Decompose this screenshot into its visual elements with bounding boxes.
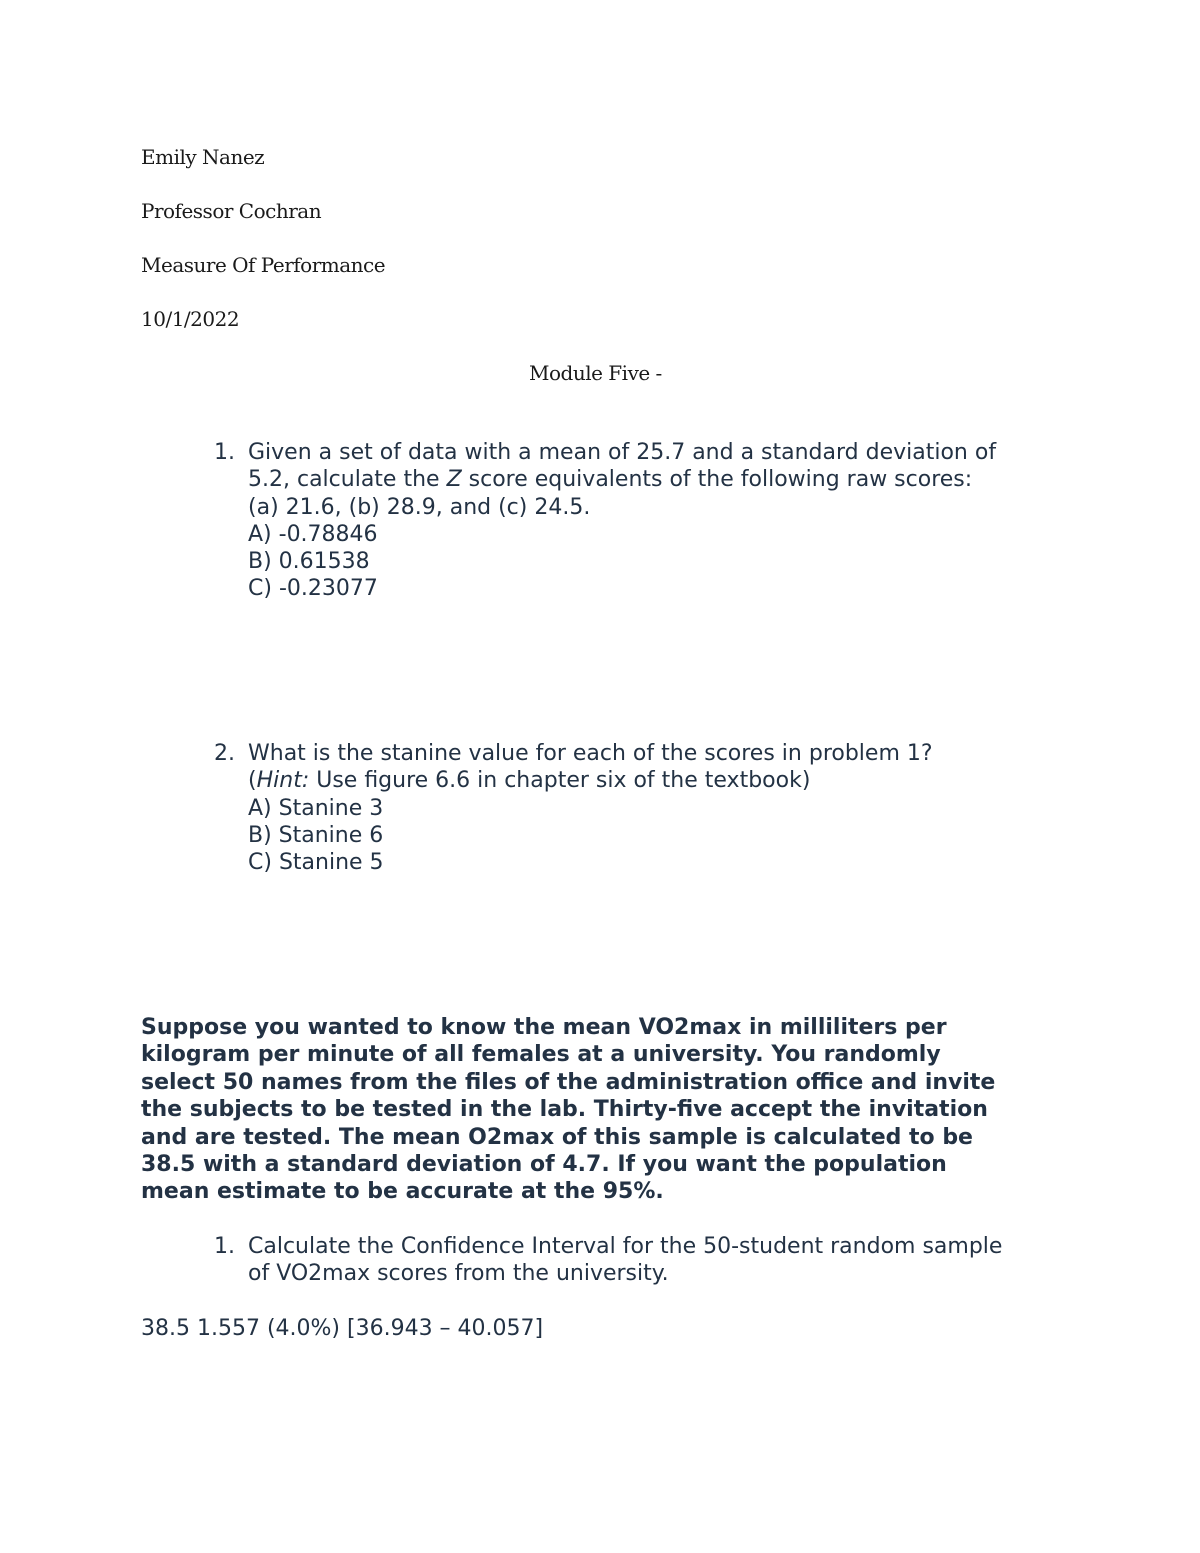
scenario-line: and are tested. The mean O2max of this sample is calculated to be: [141, 1124, 973, 1150]
question-2-number: 2.: [214, 741, 235, 766]
student-name: Emily Nanez: [141, 145, 265, 169]
question-1-answer-b: B) 0.61538: [248, 549, 370, 575]
scenario-line: 38.5 with a standard deviation of 4.7. If you want the population: [141, 1152, 947, 1178]
question-1-line-3: (a) 21.6, (b) 28.9, and (c) 24.5.: [248, 494, 591, 520]
question-3: [214, 1233, 1002, 1288]
question-1-line-1: Given a set of data with a mean of 25.7 and a standard deviation of: [248, 440, 997, 465]
question-3-line-1: Calculate the Confidence Interval for the 50-student random sample: [248, 1234, 1003, 1259]
scenario-line: kilogram per minute of all females at a university. You randomly: [141, 1042, 941, 1068]
question-3-line-2: of VO2max scores from the university.: [248, 1261, 669, 1287]
scenario-line: mean estimate to be accurate at the 95%.: [141, 1179, 664, 1205]
z-variable: Z: [446, 467, 462, 493]
question-1-line-2: 5.2, calculate the Z score equivalents of the following raw scores:: [248, 467, 973, 493]
question-2-answer-b: B) Stanine 6: [248, 822, 384, 848]
question-2-hint: (Hint: Use figure 6.6 in chapter six of the textbook): [248, 768, 811, 794]
question-2-answer-a: A) Stanine 3: [248, 795, 384, 821]
professor-name: Professor Cochran: [141, 199, 322, 223]
question-2-answer-c: C) Stanine 5: [248, 850, 384, 876]
question-1-answer-c: C) -0.23077: [248, 576, 378, 602]
question-3-number: 1.: [214, 1234, 235, 1259]
question-1: [214, 439, 996, 603]
question-1-number: 1.: [214, 440, 235, 465]
confidence-interval-answer: 38.5 1.557 (4.0%) [36.943 – 40.057]: [141, 1316, 544, 1341]
hint-label: Hint:: [256, 768, 310, 794]
scenario-line: the subjects to be tested in the lab. Thirty-five accept the invitation: [141, 1097, 988, 1123]
course-name: Measure Of Performance: [141, 253, 386, 277]
scenario-paragraph: [141, 1014, 995, 1206]
document-title: Module Five -: [529, 361, 662, 385]
scenario-line: select 50 names from the files of the administration office and invite: [141, 1069, 996, 1095]
question-2: [214, 740, 933, 876]
question-1-answer-a: A) -0.78846: [248, 521, 378, 547]
submission-date: 10/1/2022: [141, 307, 240, 331]
question-2-line-1: What is the stanine value for each of the scores in problem 1?: [248, 741, 933, 766]
scenario-line: Suppose you wanted to know the mean VO2max in milliliters per: [141, 1015, 947, 1040]
